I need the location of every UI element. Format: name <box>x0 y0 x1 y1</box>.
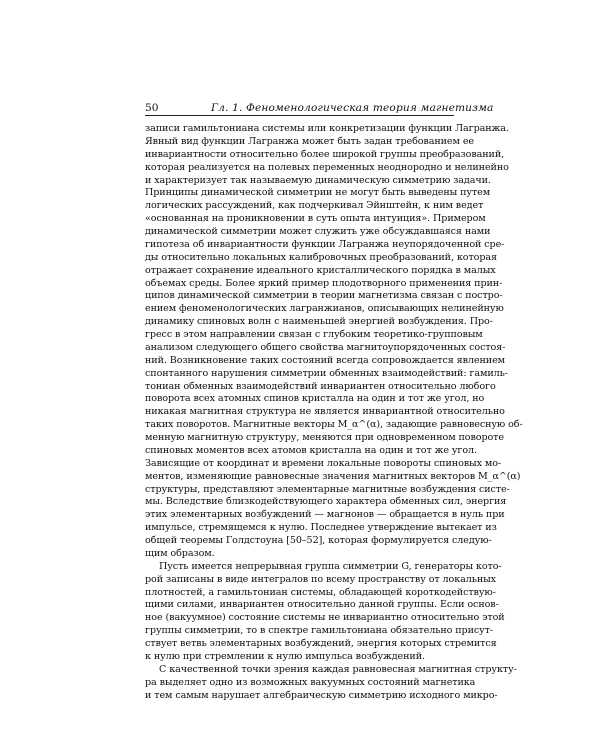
text-line: этих элементарных возбуждений — магнонов — обращается в нуль при <box>145 509 505 521</box>
text-line: мы. Вследствие близкодействующего характера обменных сил, энергия <box>145 496 507 508</box>
text-line: динамику спиновых волн с наименьшей энергией возбуждения. Про- <box>145 316 493 328</box>
text-line: таких поворотов. Магнитные векторы M_α^(α), задающие равновесную об- <box>145 419 523 431</box>
text-line: Пусть имеется непрерывная группа симметрии G, генераторы кото- <box>159 560 502 572</box>
text-line: тониан обменных взаимодействий инвариантен относительно любого <box>145 380 496 392</box>
text-line: ра выделяет одно из возможных вакуумных состояний магнетика <box>145 676 476 688</box>
text-line: ды относительно локальных калибровочных преобразований, которая <box>145 251 497 263</box>
text-line: Принципы динамической симметрии не могут быть выведены путем <box>145 187 491 199</box>
text-line: Зависящие от координат и времени локальные повороты спиновых мо- <box>145 457 502 469</box>
text-line: и тем самым нарушает алгебраическую симметрию исходного микро- <box>145 689 498 701</box>
text-line: гресс в этом направлении связан с глубоким теоретико-групповым <box>145 329 483 340</box>
text-line: объемах среды. Более яркий пример плодотворного применения прин- <box>145 277 503 289</box>
text-line: ствует ветвь элементарных возбуждений, энергия которых стремится <box>145 638 497 649</box>
text-line: логических рассуждений, как подчеркивал Эйнштейн, к ним ведет <box>145 200 484 212</box>
text-line: менную магнитную структуру, меняются при одновременном повороте <box>145 432 504 443</box>
text-line: ний. Возникновение таких состояний всегда сопровождается явлением <box>145 354 506 366</box>
text-line: «основанная на проникновении в суть опыта интуиция». Примером <box>145 213 486 225</box>
text-line: которая реализуется на полевых переменных неоднородно и нелинейно <box>145 161 509 173</box>
text-line: общей теоремы Голдстоуна [50–52], которая формулируется следую- <box>145 535 492 546</box>
text-line: плотностей, а гамильтониан системы, обладающей короткодействую- <box>145 586 496 598</box>
chapter-title: Гл. 1. Феноменологическая теория магнетизма <box>211 102 494 114</box>
text-line: импульсе, стремящемся к нулю. Последнее утверждение вытекает из <box>145 522 497 534</box>
text-line: ментов, изменяющие равновесные значения магнитных векторов M_α^(α) <box>145 470 521 482</box>
text-line: ципов динамической симметрии в теории магнетизма связан с постро- <box>145 290 503 302</box>
text-line: поворота всех атомных спинов кристалла на один и тот же угол, но <box>145 393 485 405</box>
text-line: и характеризует так называемую динамическую симметрию задачи. <box>145 174 491 186</box>
text-line: щими силами, инвариантен относительно данной группы. Если основ- <box>145 599 499 611</box>
text-line: записи гамильтониана системы или конкретизации функции Лагранжа. <box>145 123 509 134</box>
text-line: спонтанного нарушения симметрии обменных взаимодействий: гамиль- <box>145 367 508 379</box>
running-head <box>145 101 494 116</box>
text-line: анализом следующего общего свойства магнитоупорядоченных состоя- <box>145 341 506 353</box>
text-line: спиновых моментов всех атомов кристалла на один и тот же угол. <box>145 444 477 456</box>
text-line: группы симметрии, то в спектре гамильтониана обязательно присут- <box>145 625 494 637</box>
body-text <box>145 123 523 702</box>
text-line: никакая магнитная структура не является инвариантной относительно <box>145 406 505 418</box>
text-line: Явный вид функции Лагранжа может быть задан требованием ее <box>145 135 474 147</box>
text-line: рой записаны в виде интегралов по всему пространству от локальных <box>145 573 496 585</box>
text-line: к нулю при стремлении к нулю импульса возбуждений. <box>145 650 425 662</box>
page-number: 50 <box>145 102 159 114</box>
text-line: ением феноменологических лагранжианов, описывающих нелинейную <box>145 303 504 315</box>
text-line: отражает сохранение идеального кристаллического порядка в малых <box>145 264 496 276</box>
text-line: С качественной точки зрения каждая равновесная магнитная структу- <box>159 663 517 675</box>
text-line: гипотеза об инвариантности функции Лагранжа неупорядоченной сре- <box>145 238 505 250</box>
text-line: динамической симметрии может служить уже обсуждавшаяся нами <box>145 226 491 237</box>
text-line: инвариантности относительно более широкой группы преобразований, <box>145 148 505 160</box>
text-line: щим образом. <box>145 547 215 559</box>
text-line: структуры, представляют элементарные магнитные возбуждения систе- <box>145 483 510 495</box>
text-line: ное (вакуумное) состояние системы не инвариантно относительно этой <box>145 612 505 624</box>
